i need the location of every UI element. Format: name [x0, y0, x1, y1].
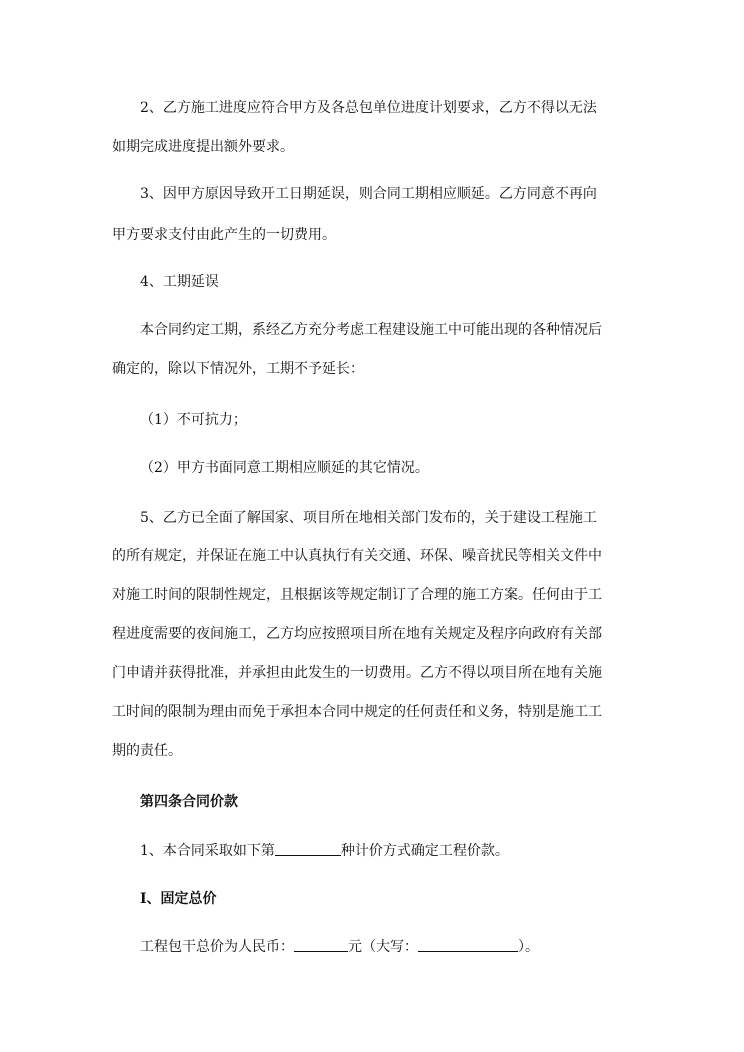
method-number-blank [275, 841, 341, 856]
paragraph-line: 的所有规定，并保证在施工中认真执行有关交通、环保、噪音扰民等相关文件中 [112, 548, 602, 564]
article-heading: 第四条合同价款 [140, 794, 238, 810]
price-text: 工程包干总价为人民币： [140, 939, 294, 955]
paragraph-line: 确定的，除以下情况外，工期不予延长： [112, 361, 364, 377]
paragraph-line: 程进度需要的夜间施工，乙方均应按照项目所在地有关规定及程序向政府有关部 [112, 626, 602, 642]
amount-in-words-blank [418, 937, 518, 952]
paragraph-line: 门申请并获得批准，并承担由此发生的一切费用。乙方不得以项目所在地有关施 [112, 665, 602, 681]
list-item: （2）甲方书面同意工期相应顺延的其它情况。 [140, 460, 429, 476]
clause-text: 1、本合同采取如下第 [140, 843, 275, 859]
amount-blank [294, 937, 348, 952]
list-item: （1）不可抗力； [140, 412, 247, 428]
paragraph-line: 如期完成进度提出额外要求。 [112, 139, 294, 155]
price-text: 元（大写： [348, 939, 418, 955]
paragraph-line: 5、乙方已全面了解国家、项目所在地相关部门发布的，关于建设工程施工 [140, 510, 597, 526]
paragraph-line: 期的责任。 [112, 743, 182, 759]
paragraph-line: 对施工时间的限制性规定，且根据该等规定制订了合理的施工方案。任何由于工 [112, 587, 602, 603]
clause-text: 种计价方式确定工程价款。 [340, 843, 509, 859]
paragraph-line: 本合同约定工期，系经乙方充分考虑工程建设施工中可能出现的各种情况后 [140, 322, 602, 338]
price-line [140, 937, 539, 957]
price-text: ）。 [518, 939, 539, 955]
paragraph-line: 甲方要求支付由此产生的一切费用。 [112, 227, 336, 243]
pricing-clause [140, 841, 509, 861]
paragraph-line: 2、乙方施工进度应符合甲方及各总包单位进度计划要求，乙方不得以无法 [140, 100, 597, 116]
paragraph-line: 工时间的限制为理由而免于承担本合同中规定的任何责任和义务，特别是施工工 [112, 704, 602, 720]
section-heading: 4、工期延误 [140, 274, 219, 290]
paragraph-line: 3、因甲方原因导致开工日期延误，则合同工期相应顺延。乙方同意不再向 [140, 186, 597, 202]
option-heading: I、固定总价 [140, 891, 217, 907]
